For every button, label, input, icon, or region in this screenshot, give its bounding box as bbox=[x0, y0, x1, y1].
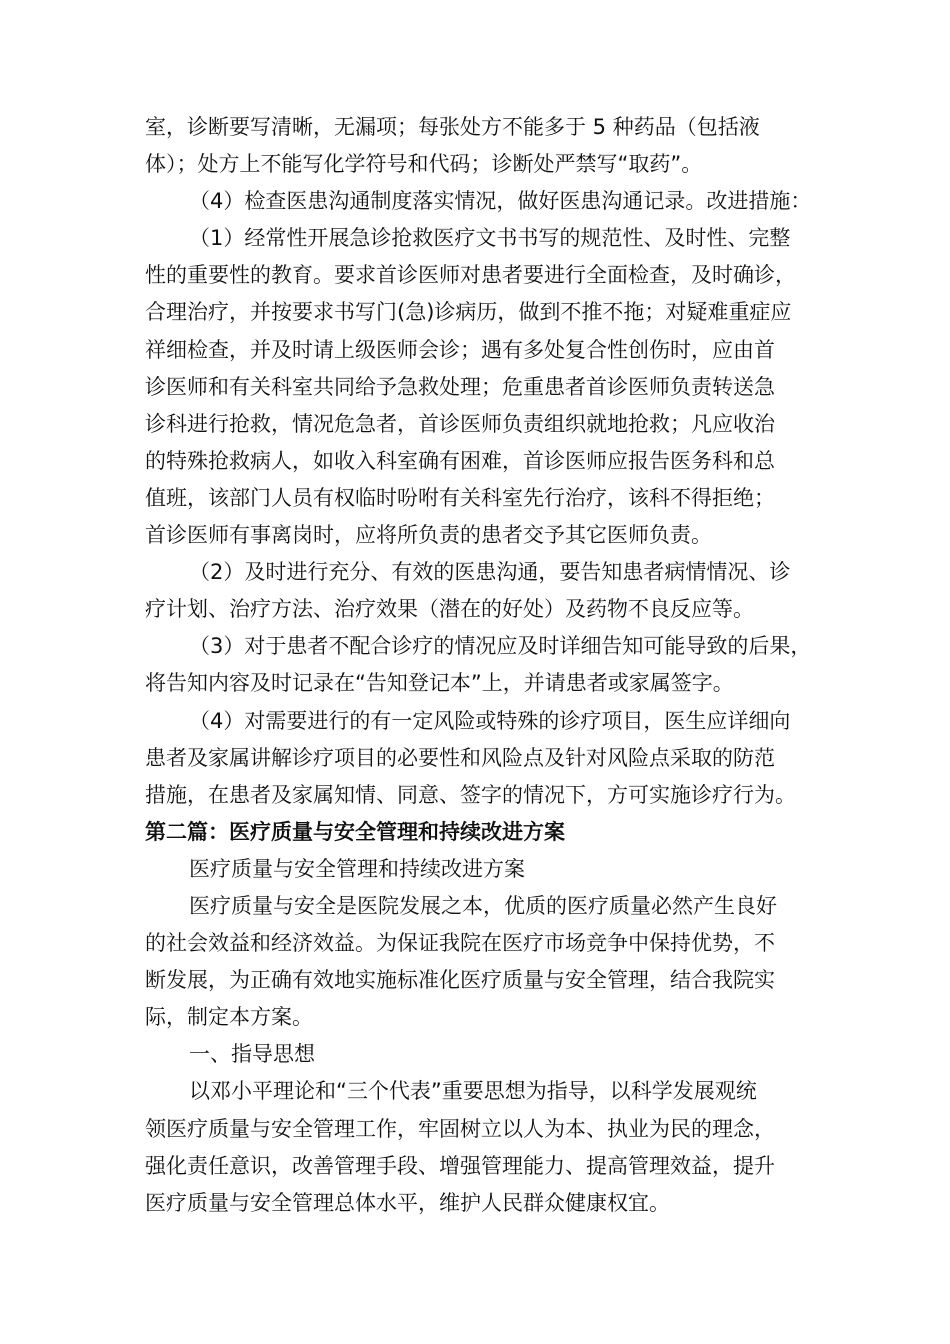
text-line: 领医疗质量与安全管理工作，牢固树立以人为本、执业为民的理念， bbox=[145, 1116, 775, 1141]
text-line: （1）经常性开展急诊抢救医疗文书书写的规范性、及时性、完整 bbox=[189, 226, 791, 251]
text-line: 室，诊断要写清晰，无漏项；每张处方不能多于 5 种药品（包括液 bbox=[145, 115, 760, 139]
text-line: 疗计划、治疗方法、治疗效果（潜在的好处）及药物不良反应等。 bbox=[145, 597, 754, 622]
text-line: 断发展，为正确有效地实施标准化医疗质量与安全管理，结合我院实 bbox=[145, 968, 775, 993]
text-line: （4）检查医患沟通制度落实情况，做好医患沟通记录。改进措施： bbox=[189, 189, 812, 214]
text-line: 的特殊抢救病人，如收入科室确有困难，首诊医师应报告医务科和总 bbox=[145, 448, 775, 473]
text-line: 医疗质量与安全管理总体水平，维护人民群众健康权宜。 bbox=[145, 1190, 670, 1215]
text-line: 的社会效益和经济效益。为保证我院在医疗市场竞争中保持优势，不 bbox=[145, 931, 775, 956]
text-line: 医疗质量与安全是医院发展之本，优质的医疗质量必然产生良好 bbox=[189, 893, 777, 918]
text-line: （3）对于患者不配合诊疗的情况应及时详细告知可能导致的后果， bbox=[189, 634, 812, 659]
text-line: （4）对需要进行的有一定风险或特殊的诊疗项目，医生应详细向 bbox=[189, 708, 791, 733]
text-line: 诊科进行抢救，情况危急者，首诊医师负责组织就地抢救；凡应收治 bbox=[145, 411, 775, 436]
text-line: 诊医师和有关科室共同给予急救处理；危重患者首诊医师负责转送急 bbox=[145, 374, 775, 399]
text-line: 体）；处方上不能写化学符号和代码；诊断处严禁写“取药”。 bbox=[145, 152, 703, 177]
text-line: 将告知内容及时记录在“告知登记本”上，并请患者或家属签字。 bbox=[145, 671, 734, 696]
text-line: 措施，在患者及家属知情、同意、签字的情况下，方可实施诊疗行为。 bbox=[145, 782, 796, 807]
text-line: 患者及家属讲解诊疗项目的必要性和风险点及针对风险点采取的防范 bbox=[145, 745, 775, 770]
text-line: 值班，该部门人员有权临时吩咐有关科室先行治疗，该科不得拒绝； bbox=[145, 485, 775, 510]
section-heading: 第二篇：医疗质量与安全管理和持续改进方案 bbox=[145, 819, 565, 844]
text-line: 性的重要性的教育。要求首诊医师对患者要进行全面检查，及时确诊， bbox=[145, 263, 796, 288]
text-line: 一、指导思想 bbox=[189, 1042, 315, 1067]
text-line: （2）及时进行充分、有效的医患沟通，要告知患者病情情况、诊 bbox=[189, 560, 791, 585]
text-line: 医疗质量与安全管理和持续改进方案 bbox=[189, 856, 525, 881]
text-line: 以邓小平理论和“三个代表”重要思想为指导，以科学发展观统 bbox=[189, 1079, 757, 1104]
text-line: 际，制定本方案。 bbox=[145, 1005, 313, 1030]
document-page bbox=[145, 109, 835, 1222]
text-line: 祥细检查，并及时请上级医师会诊；遇有多处复合性创伤时，应由首 bbox=[145, 337, 775, 362]
text-line: 强化责任意识，改善管理手段、增强管理能力、提高管理效益，提升 bbox=[145, 1153, 775, 1178]
text-line: 首诊医师有事离岗时，应将所负责的患者交予其它医师负责。 bbox=[145, 523, 712, 548]
text-line: 合理治疗，并按要求书写门(急)诊病历，做到不推不拖；对疑难重症应 bbox=[145, 300, 792, 325]
